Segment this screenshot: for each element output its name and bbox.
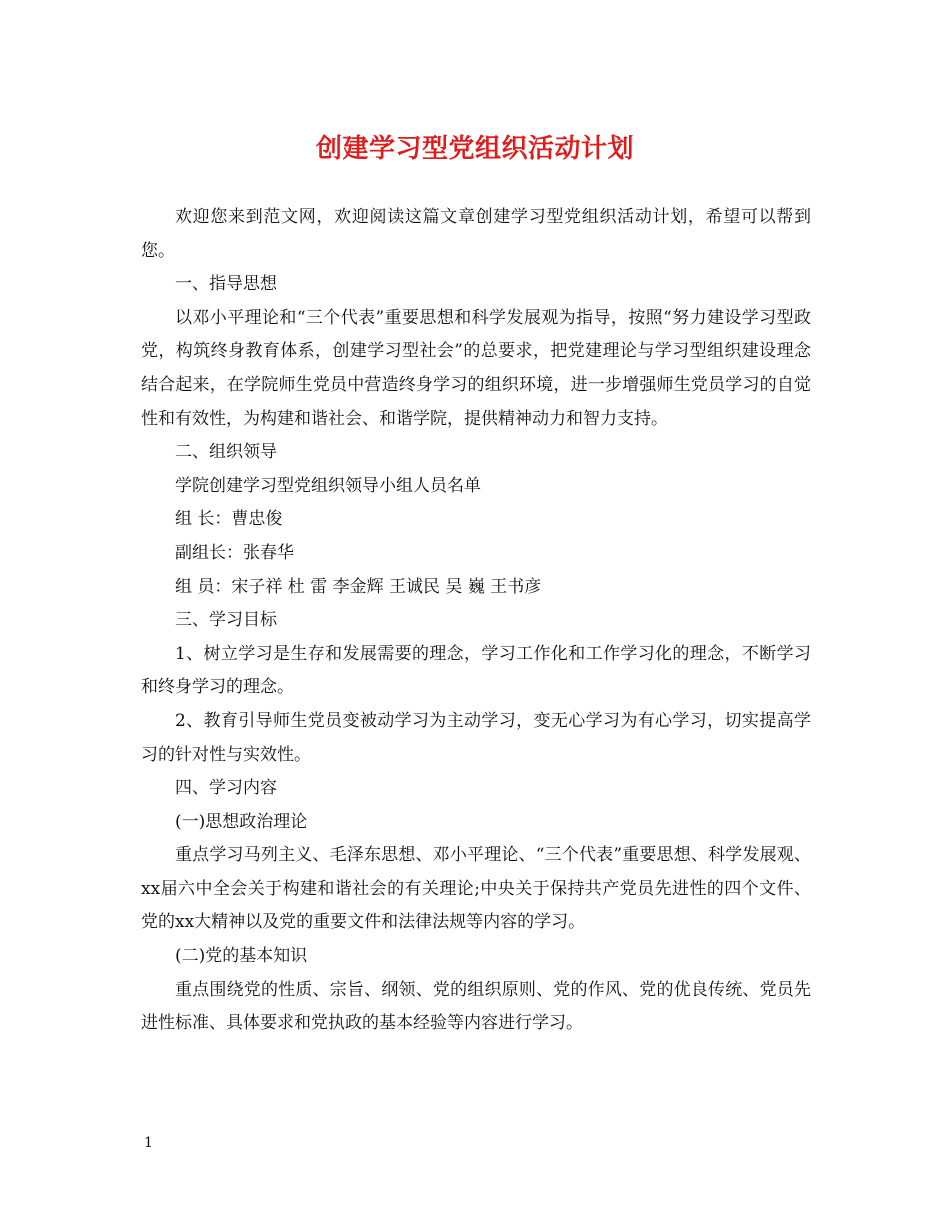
party-knowledge-paragraph: 重点围绕党的性质、宗旨、纲领、党的组织原则、党的作风、党的优良传统、党员先进性标准、具体要求和党执政的基本经验等内容进行学习。 xyxy=(141,979,811,1034)
document-body xyxy=(141,201,811,1041)
leader-line: 组 长：曹忠俊 xyxy=(175,509,283,530)
guiding-ideology-paragraph: 以邓小平理论和“三个代表”重要思想和科学发展观为指导，按照“努力建设学习型政党，构筑终身教育体系，创建学习型社会”的总要求，把党建理论与学习型组织建设理念结合起来，在学院师生党员中营造终身学习的组织环境，进一步增强师生党员学习的自觉性和有效性，为构建和谐社会、和谐学院，提供精神动力和智力支持。 xyxy=(141,307,811,429)
goal-item-2: 2、教育引导师生党员变被动学习为主动学习，变无心学习为有心学习，切实提高学习的针对性与实效性。 xyxy=(141,710,811,765)
section-heading-content: 四、学习内容 xyxy=(175,778,277,799)
goal-item-1: 1、树立学习是生存和发展需要的理念，学习工作化和工作学习化的理念，不断学习和终身学习的理念。 xyxy=(141,643,811,698)
page-number: 1 xyxy=(144,1135,153,1151)
section-heading-goals: 三、学习目标 xyxy=(175,610,277,631)
leadership-list-title: 学院创建学习型党组织领导小组人员名单 xyxy=(175,475,481,496)
section-heading-organization: 二、组织领导 xyxy=(175,442,277,463)
political-theory-paragraph: 重点学习马列主义、毛泽东思想、邓小平理论、“三个代表”重要思想、科学发展观、xx届六中全会关于构建和谐社会的有关理论;中央关于保持共产党员先进性的四个文件、党的xx大精神以及党的重要文件和法律法规等内容的学习。 xyxy=(141,845,811,933)
subheading-party-knowledge: (二)党的基本知识 xyxy=(175,946,308,967)
intro-paragraph: 欢迎您来到范文网，欢迎阅读这篇文章创建学习型党组织活动计划，希望可以帮到您。 xyxy=(141,207,811,261)
deputy-leader-line: 副组长：张春华 xyxy=(175,542,294,563)
section-heading-guiding-ideology: 一、指导思想 xyxy=(175,274,277,295)
document-title: 创建学习型党组织活动计划 xyxy=(315,134,634,164)
members-line: 组 员：宋子祥 杜 雷 李金辉 王诚民 吴 巍 王书彦 xyxy=(175,576,542,597)
subheading-political-theory: (一)思想政治理论 xyxy=(175,811,308,832)
